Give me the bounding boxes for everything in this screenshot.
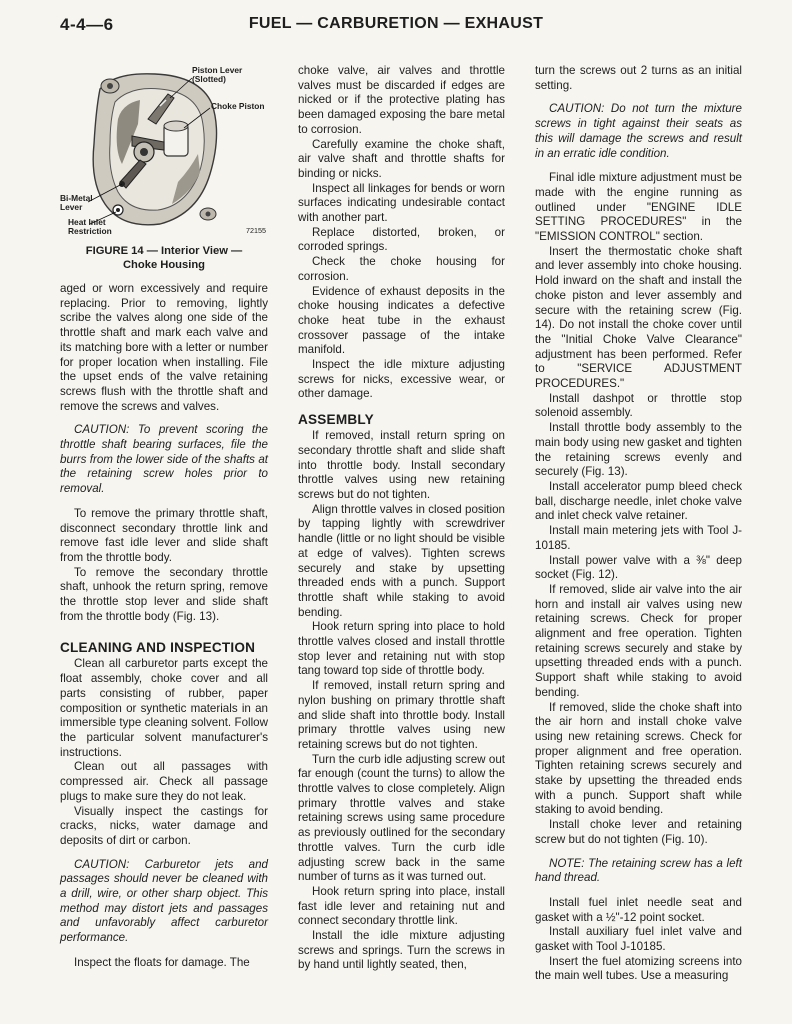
column-1	[60, 64, 268, 971]
paragraph: Final idle mixture adjustment must be made with the engine running as outlined under "ENGINE IDLE SETTING PROCEDURES" in the "EMISSION CONTROL" section.	[535, 171, 742, 244]
page-number: 4-4—6	[60, 15, 114, 34]
column-2	[298, 64, 505, 973]
paragraph: If removed, install return spring and nylon bushing on primary throttle shaft and slide shaft into throttle body. Install primary throttle valves using new retaining screws but do not tighten.	[298, 679, 505, 751]
paragraph: Install throttle body assembly to the main body using new gasket and tighten the retaining screws evenly and securely (Fig. 13).	[535, 421, 742, 479]
note: NOTE: The retaining screw has a left hand thread.	[535, 856, 742, 885]
paragraph: To remove the primary throttle shaft, disconnect secondary throttle link and remove fast idle lever and slide shaft from the throttle body.	[60, 506, 268, 564]
paragraph: Carefully examine the choke shaft, air valve shaft and throttle shafts for binding or nicks.	[298, 137, 505, 180]
paragraph: Install main metering jets with Tool J-10185.	[535, 524, 742, 552]
paragraph: Install accelerator pump bleed check ball, discharge needle, inlet choke valve and inlet check valve retainer.	[535, 479, 742, 523]
paragraph: Inspect all linkages for bends or worn surfaces indicating undesirable contact with another part.	[298, 181, 505, 225]
label-heat-inlet-restriction: Heat Inlet Restriction	[68, 217, 112, 236]
paragraph: Install fuel inlet needle seat and gasket with a ½"-12 point socket.	[535, 895, 742, 924]
label-choke-piston: Choke Piston	[211, 101, 265, 111]
figure-id-number: 72155	[246, 226, 266, 235]
figure-14	[60, 64, 268, 242]
paragraph: Align throttle valves in closed position by tapping lightly with screwdriver handle (little or no light should be visible at edge of valves). Tighten screws securely and stake by upsetting threaded ends with a punch. Support throttle shaft while staking to avoid bending.	[298, 502, 505, 619]
section-heading-assembly: ASSEMBLY	[298, 412, 374, 428]
label-piston-lever: Piston Lever (Slotted)	[192, 65, 243, 84]
column-3	[535, 64, 742, 984]
paragraph: Install the idle mixture adjusting screws and springs. Turn the screws in by hand until lightly seated, then,	[298, 929, 505, 972]
paragraph: Install power valve with a ⅜" deep socket (Fig. 12).	[535, 553, 742, 582]
paragraph: aged or worn excessively and require replacing. Prior to removing, lightly scribe the valves along one side of the throttle shaft and mark each valve and its matching bore with a letter or number for proper location when installing. File the upset ends of the valve retaining screws flush with the throttle shaft and remove the screws and valves.	[60, 282, 268, 413]
paragraph: If removed, slide the choke shaft into the air horn and install choke valve using new retaining screws. Check for proper alignment and free operation. Tighten retaining screws securely and stake by upsetting the threaded ends with a punch. Support shaft while staking to avoid bending.	[535, 700, 742, 817]
figure-caption: FIGURE 14 — Interior View — Choke Housing	[85, 245, 243, 271]
paragraph: Replace distorted, broken, or corroded springs.	[298, 225, 505, 254]
paragraph: Hook return spring into place, install fast idle lever and retaining nut and connect secondary throttle link.	[298, 884, 505, 928]
section-heading-cleaning: CLEANING AND INSPECTION	[60, 640, 256, 656]
paragraph: Install dashpot or throttle stop solenoid assembly.	[535, 391, 742, 420]
running-head: FUEL — CARBURETION — EXHAUST	[248, 15, 544, 32]
paragraph: Turn the curb idle adjusting screw out far enough (count the turns) to allow the throttle valves to close completely. Align primary throttle valves and stake retaining screws using same procedure as previously outlined for the secondary throttle valves. Turn the curb idle adjusting screw back in the same number of turns as it was turned out.	[298, 752, 505, 884]
paragraph: Evidence of exhaust deposits in the choke housing indicates a defective choke heat tube in the exhaust crossover passage of the intake manifold.	[298, 284, 505, 357]
paragraph: Install choke lever and retaining screw but do not tighten (Fig. 10).	[535, 818, 742, 846]
paragraph: If removed, slide air valve into the air horn and install air valves using new retaining screws. Check for proper alignment and free operation. Tighten retaining screws securely and stake by upsetting threaded ends with a punch. Support shaft while staking to avoid bending.	[535, 582, 742, 699]
paragraph: Insert the fuel atomizing screens into the main well tubes. Use a measuring	[535, 954, 742, 983]
paragraph: Install auxiliary fuel inlet valve and gasket with Tool J-10185.	[535, 925, 742, 954]
label-bimetal-lever: Bi-Metal Lever	[60, 193, 93, 212]
paragraph: Insert the thermostatic choke shaft and lever assembly into choke housing. Hold inward on the shaft and install the choke piston and lever assembly and secure with the retaining screw (Fig. 14). Do not install the choke cover until the "Initial Choke Valve Clearance" adjustment has been performed. Refer to "SERVICE ADJUSTMENT PROCEDURES."	[535, 244, 742, 391]
caution-note: CAUTION: Carburetor jets and passages should never be cleaned with a drill, wire, or other sharp object. This method may distort jets and passages and unfavorably affect carburetor performance.	[60, 857, 268, 945]
caution-note: CAUTION: Do not turn the mixture screws in tight against their seats as this will damage the screws and result in an erratic idle condition.	[535, 102, 742, 160]
paragraph: Clean out all passages with compressed air. Check all passage plugs to make sure they do not leak.	[60, 760, 268, 803]
paragraph: choke valve, air valves and throttle valves must be discarded if edges are nicked or if the protective plating has been damaged exposing the bare metal to corrosion.	[298, 64, 505, 136]
paragraph: Inspect the floats for damage. The	[74, 955, 250, 969]
paragraph: Clean all carburetor parts except the float assembly, choke cover and all parts consisting of rubber, paper composition or synthetic materials in an immersible type cleaning solvent. Follow the particular solvent manufacturer's instructions.	[60, 657, 268, 759]
paragraph: To remove the secondary throttle shaft, unhook the return spring, remove the throttle stop lever and slide shaft from the throttle body (Fig. 13).	[60, 565, 268, 623]
paragraph: Inspect the idle mixture adjusting screws for nicks, excessive wear, or other damage.	[298, 358, 505, 401]
choke-housing-illustration	[60, 64, 268, 242]
paragraph: If removed, install return spring on secondary throttle shaft and slide shaft into throttle body. Install secondary throttle valves using new retaining screws but do not tighten.	[298, 429, 505, 501]
caution-note: CAUTION: To prevent scoring the throttle shaft bearing surfaces, file the burrs from the lower side of the shafts at the retaining screw holes prior to removal.	[60, 423, 268, 496]
paragraph: Check the choke housing for corrosion.	[298, 255, 505, 283]
paragraph: Hook return spring into place to hold throttle valves closed and install throttle stop lever and retaining nut with stop tang toward top side of throttle body.	[298, 620, 505, 678]
paragraph: turn the screws out 2 turns as an initial setting.	[535, 64, 742, 92]
paragraph: Visually inspect the castings for cracks, nicks, water damage and deposits of dirt or carbon.	[60, 804, 268, 847]
